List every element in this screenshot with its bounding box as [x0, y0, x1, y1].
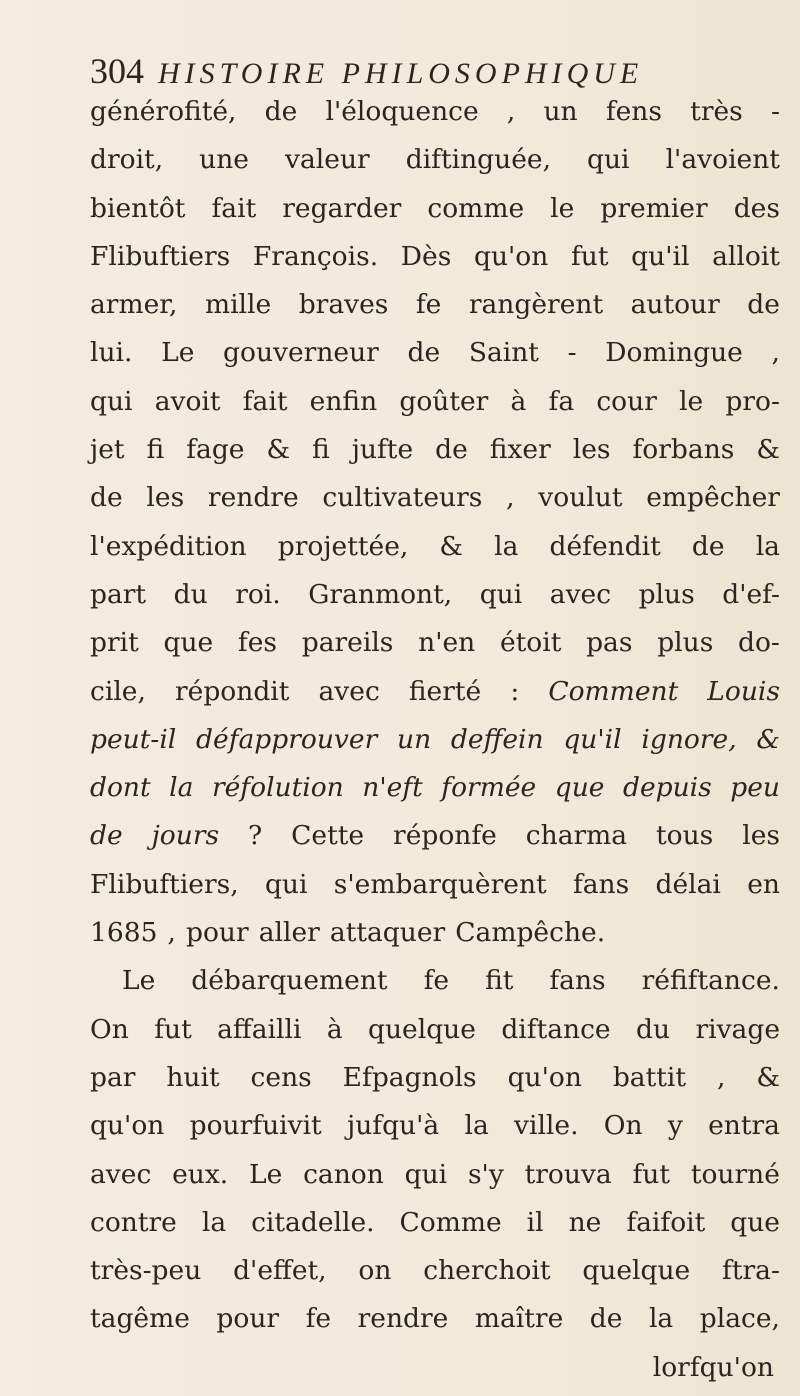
word: aller: [258, 917, 320, 949]
word: avec: [318, 675, 380, 707]
word: de: [691, 530, 725, 562]
word: Louis: [707, 675, 780, 707]
word: Dès: [400, 240, 452, 272]
word: affailli: [217, 1013, 302, 1045]
word: alloit: [712, 240, 780, 272]
word: de: [264, 96, 298, 127]
word: Cette: [291, 820, 365, 852]
word: cultivateurs: [322, 482, 483, 514]
word: contre: [90, 1206, 177, 1238]
word: de: [435, 434, 468, 466]
word: formée: [441, 772, 537, 804]
word: part: [90, 578, 147, 610]
word: des: [733, 192, 780, 224]
word: rivage: [695, 1013, 780, 1045]
word: le: [679, 385, 704, 417]
word: un: [543, 96, 578, 127]
text-line: [90, 88, 780, 136]
word: tagême: [90, 1303, 190, 1335]
word: fe: [415, 289, 442, 321]
word: cens: [250, 1061, 312, 1093]
word: François.: [252, 240, 379, 272]
word: empêcher: [646, 482, 780, 514]
word: -: [567, 337, 577, 369]
word: par: [90, 1061, 136, 1093]
word: pour: [186, 917, 249, 949]
word: rendre: [207, 482, 299, 514]
word: attaquer: [329, 917, 446, 949]
word: pas: [586, 627, 633, 659]
word: Le: [122, 965, 156, 997]
word: réponfe: [393, 820, 497, 852]
word: qui: [90, 385, 133, 417]
word: cile,: [90, 675, 146, 707]
word: voulut: [538, 482, 623, 514]
word: peu: [730, 772, 780, 804]
text-line: [90, 329, 780, 377]
word: prit: [90, 627, 139, 659]
word: qui: [479, 578, 523, 610]
word: générofité,: [90, 96, 237, 127]
word: très: [690, 96, 743, 127]
word: que: [163, 627, 214, 659]
word: maître: [474, 1303, 564, 1335]
word: jufqu'à: [346, 1110, 440, 1142]
word: Flibuftiers,: [90, 868, 239, 900]
word: huit: [166, 1061, 220, 1093]
word: qu'il: [563, 723, 622, 755]
word: Granmont,: [308, 578, 453, 610]
word: ,: [506, 96, 516, 127]
word: avec: [549, 578, 612, 610]
word: autour: [630, 289, 720, 321]
word: plus: [657, 627, 714, 659]
word: qu'on: [473, 240, 549, 272]
word: Efpagnols: [342, 1061, 477, 1093]
word: battit: [612, 1061, 687, 1093]
word: entra: [708, 1110, 780, 1142]
text-line: [90, 1247, 780, 1295]
word: la: [464, 1110, 489, 1142]
word: cour: [596, 385, 657, 417]
text-line: [90, 861, 780, 909]
text-line: [90, 426, 780, 474]
word: de: [747, 289, 780, 321]
word: lui.: [90, 337, 133, 369]
page-number: 304: [90, 51, 144, 91]
word: de: [407, 337, 441, 369]
text-line: [90, 1054, 780, 1102]
word: -: [770, 96, 780, 127]
word: fage: [186, 434, 245, 466]
word: avoit: [154, 385, 221, 417]
page-header: [90, 50, 643, 92]
word: le: [550, 192, 575, 224]
word: rendre: [357, 1303, 449, 1335]
word: fe: [305, 1303, 332, 1335]
text-line: [90, 1344, 780, 1392]
word: défendit: [549, 530, 661, 562]
word: peut-il: [90, 723, 177, 755]
word: diftinguée,: [405, 144, 551, 176]
word: ne: [568, 1206, 602, 1238]
word: n'eft: [362, 772, 423, 804]
text-line: [90, 957, 780, 1005]
word: tourné: [690, 1158, 780, 1190]
word: fans: [549, 965, 606, 997]
word: armer,: [90, 289, 178, 321]
text-line: [90, 1151, 780, 1199]
word: les: [146, 482, 185, 514]
word: gouverneur: [223, 337, 379, 369]
word: ,: [506, 482, 515, 514]
word: eux.: [172, 1158, 229, 1190]
word: qu'il: [631, 240, 690, 272]
word: fens: [605, 96, 662, 127]
text-line: [90, 716, 780, 764]
word: fi: [312, 434, 330, 466]
word: quelque: [368, 1013, 476, 1045]
word: droit,: [90, 144, 164, 176]
word: qu'on: [507, 1061, 582, 1093]
word: fa: [548, 385, 575, 417]
word: pareils: [301, 627, 394, 659]
word: fi: [146, 434, 165, 466]
word: réfolution: [211, 772, 344, 804]
word: à: [326, 1013, 343, 1045]
text-line: [90, 523, 780, 571]
word: do-: [738, 627, 780, 659]
word: d'effet,: [233, 1255, 327, 1287]
word: Saint: [468, 337, 539, 369]
word: ,: [167, 917, 176, 949]
word: fixer: [489, 434, 551, 466]
word: fit: [485, 965, 514, 997]
word: goûter: [399, 385, 489, 417]
word: fut: [154, 1013, 192, 1045]
word: bientôt: [90, 192, 186, 224]
word: qui: [587, 144, 630, 176]
text-line: [90, 474, 780, 522]
word: l'éloquence: [325, 96, 479, 127]
word: ville.: [514, 1110, 579, 1142]
word: ignore,: [641, 723, 737, 755]
word: charma: [525, 820, 628, 852]
word: Le: [161, 337, 195, 369]
word: projettée,: [277, 530, 409, 562]
word: ftra-: [722, 1255, 780, 1287]
word: canon: [303, 1158, 384, 1190]
word: les: [572, 434, 611, 466]
word: défapprouver: [196, 723, 378, 755]
word: fans: [572, 868, 630, 900]
word: la: [201, 1206, 227, 1238]
word: s'y: [467, 1158, 504, 1190]
word: roi.: [235, 578, 281, 610]
text-line: [90, 1295, 780, 1343]
text-line: [90, 185, 780, 233]
text-line: [90, 1199, 780, 1247]
word: Le: [249, 1158, 283, 1190]
text-line: [90, 812, 780, 860]
word: qui: [404, 1158, 448, 1190]
word: dont: [90, 772, 151, 804]
text-line: [90, 668, 780, 716]
word: la: [755, 530, 780, 562]
word: Campêche.: [455, 917, 606, 949]
word: fe: [423, 965, 450, 997]
word: fes: [237, 627, 278, 659]
word: n'en: [418, 627, 476, 659]
text-line: [90, 909, 780, 957]
text-line: [90, 233, 780, 281]
word: mille: [204, 289, 272, 321]
word: il: [526, 1206, 544, 1238]
word: en: [747, 868, 780, 900]
word: pourfuivit: [189, 1110, 322, 1142]
word: &: [756, 434, 780, 466]
word: On: [603, 1110, 643, 1142]
word: &: [756, 723, 780, 755]
word: à: [510, 385, 527, 417]
word: jet: [90, 434, 125, 466]
word: &: [439, 530, 464, 562]
word: de: [90, 820, 123, 852]
word: On: [90, 1013, 129, 1045]
word: faifoit: [626, 1206, 706, 1238]
word: du: [173, 578, 208, 610]
word: fut: [632, 1158, 671, 1190]
word: l'avoient: [665, 144, 780, 176]
word: réfiftance.: [641, 965, 780, 997]
word: très-peu: [90, 1255, 202, 1287]
word: depuis: [622, 772, 712, 804]
word: du: [636, 1013, 671, 1045]
word: la: [169, 772, 194, 804]
word: fut: [570, 240, 609, 272]
word: Domingue: [605, 337, 743, 369]
text-line: [90, 764, 780, 812]
word: la: [648, 1303, 674, 1335]
word: fait: [211, 192, 257, 224]
word: braves: [298, 289, 389, 321]
word: qu'on: [90, 1110, 165, 1142]
word: premier: [600, 192, 708, 224]
word: &: [266, 434, 291, 466]
text-line: [90, 281, 780, 329]
text-line: [90, 1102, 780, 1150]
word: Comment: [548, 675, 679, 707]
text-line: [90, 378, 780, 426]
running-head: HISTOIRE PHILOSOPHIQUE: [158, 57, 644, 90]
word: un: [397, 723, 432, 755]
word: pro-: [725, 385, 780, 417]
word: citadelle.: [251, 1206, 375, 1238]
word: les: [742, 820, 780, 852]
word: y: [667, 1110, 683, 1142]
word: la: [494, 530, 519, 562]
word: l'expédition: [90, 530, 247, 562]
word: que: [730, 1206, 780, 1238]
word: ?: [248, 820, 263, 852]
word: place,: [699, 1303, 780, 1335]
word: Flibuftiers: [90, 240, 231, 272]
word: jufte: [351, 434, 414, 466]
word: avec: [90, 1158, 152, 1190]
word: regarder: [282, 192, 402, 224]
word: forbans: [632, 434, 735, 466]
text-line: [90, 619, 780, 667]
word: s'embarquèrent: [333, 868, 547, 900]
word: :: [510, 675, 520, 707]
word: d'ef-: [722, 578, 780, 610]
word: répondit: [174, 675, 290, 707]
word: de: [90, 482, 123, 514]
word: on: [358, 1255, 392, 1287]
text-line: [90, 571, 780, 619]
word: que: [554, 772, 605, 804]
word: tous: [656, 820, 714, 852]
word: étoit: [499, 627, 562, 659]
word: qui: [264, 868, 308, 900]
word: jours: [151, 820, 220, 852]
word: rangèrent: [468, 289, 604, 321]
word: valeur: [285, 144, 370, 176]
word: diftance: [501, 1013, 611, 1045]
word: fierté: [408, 675, 482, 707]
word: fait: [242, 385, 288, 417]
word: 1685: [90, 917, 158, 949]
text-line: [90, 1006, 780, 1054]
word: pour: [216, 1303, 280, 1335]
text-line: [90, 136, 780, 184]
word: lorfqu'on: [652, 1351, 774, 1383]
word: ,: [771, 337, 780, 369]
word: enfin: [309, 385, 378, 417]
word: délai: [655, 868, 721, 900]
word: de: [589, 1303, 623, 1335]
word: débarquement: [191, 965, 388, 997]
word: Comme: [399, 1206, 502, 1238]
word: plus: [638, 578, 695, 610]
word: comme: [427, 192, 525, 224]
word: une: [199, 144, 249, 176]
word: quelque: [582, 1255, 691, 1287]
word: trouva: [524, 1158, 612, 1190]
word: cherchoit: [423, 1255, 551, 1287]
word: deffein: [450, 723, 544, 755]
word: ,: [716, 1061, 726, 1093]
body-text: [90, 88, 780, 1392]
word: &: [756, 1061, 780, 1093]
